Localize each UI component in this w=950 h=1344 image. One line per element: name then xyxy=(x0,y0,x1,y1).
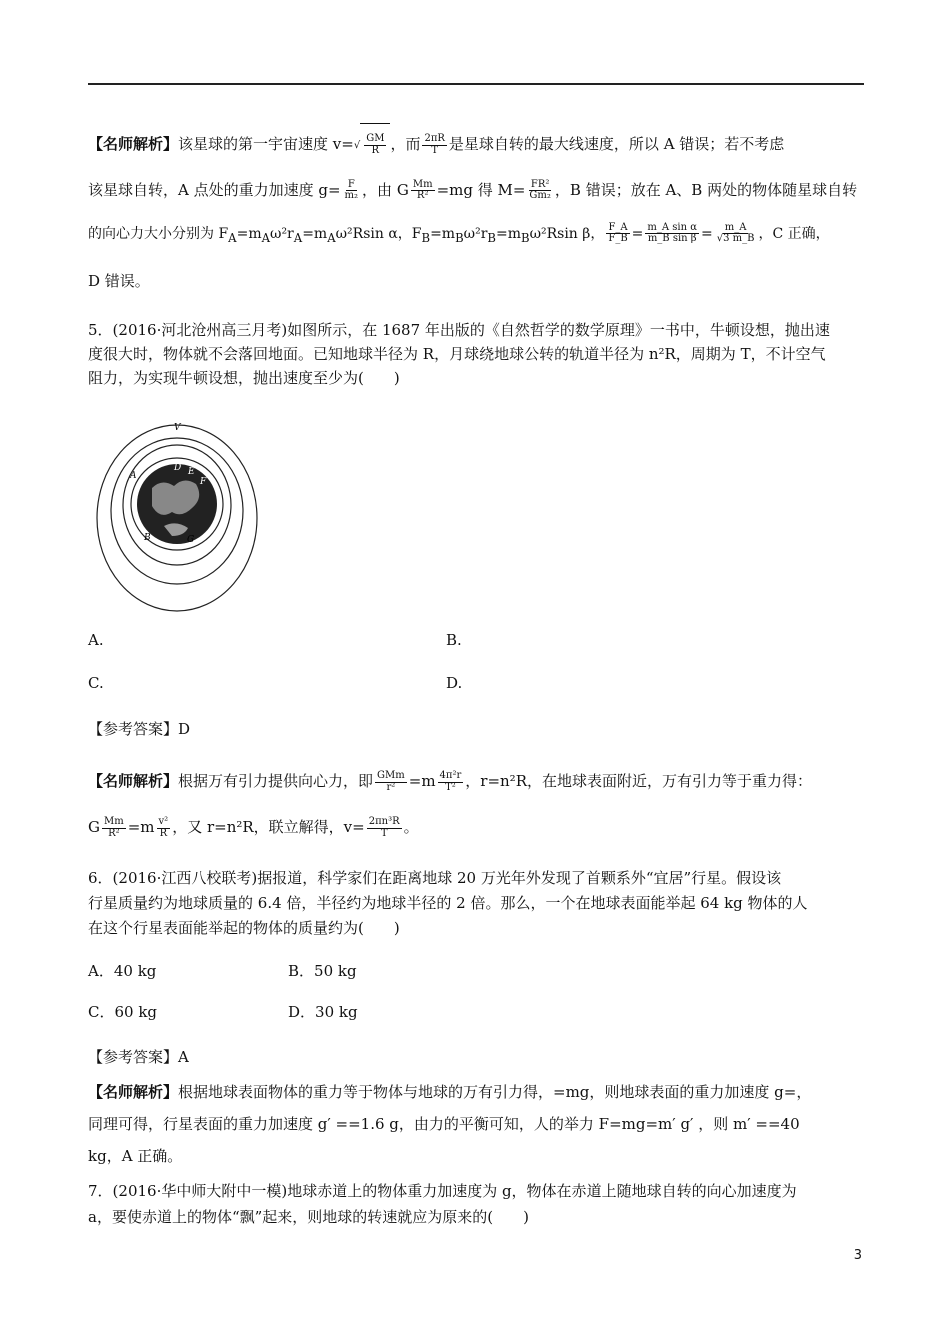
fraction: $\frac{\text{m\_A sin α}}{\text{m\_B sin β}}$ xyxy=(647,221,697,244)
q5-analysis xyxy=(88,758,868,850)
sqrt-gm-r: √ $\frac{GM}{R}$ xyxy=(354,123,391,168)
q6-option-b[interactable]: B．50 kg xyxy=(288,962,357,980)
q4-analysis xyxy=(88,122,868,303)
q7-stem: 7．(2016·华中师大附中一模)地球赤道上的物体重力加速度为 g，物体在赤道上随地球自转的向心加速度为 a，要使赤道上的物体“飘”起来，则地球的转速就应为原来的( ) xyxy=(88,1182,797,1226)
q5-analysis-line2: G $\frac{Mm}{\text{R²}}$ =m $\frac{\text{v²}}{R}$ ，又 r=n²R，联立解得，v= $\frac{\text{2πn³R}}{T}$ 。 xyxy=(88,816,419,839)
q6-analysis: 【名师解析】根据地球表面物体的重力等于物体与地球的万有引力得，=mg，则地球表面的重力加速度 g=， 同理可得，行星表面的重力加速度 g′ ==1.6 g，由力的平衡可知，人的举力 F=mg=m′ g′ ，则 m′ ==40 kg，A 正确。 xyxy=(88,1076,868,1172)
q6-option-c[interactable]: C．60 kg xyxy=(88,1003,158,1021)
page-number: 3 xyxy=(853,1248,862,1263)
figure-label-f: F xyxy=(200,477,207,487)
q4-analysis-line1: 【名师解析】该星球的第一宇宙速度 v=√ $\frac{GM}{R}$ ，而 $\frac{2\pi R}{T}$ 是星球自转的最大线速度，所以 A 错误；若不考虑 xyxy=(88,122,868,168)
q5-option-a[interactable]: A. xyxy=(88,631,104,649)
fraction: $\frac{m\_A}{√3 m\_B}$ xyxy=(716,221,755,244)
q4-analysis-line3: 的向心力大小分别为 $F_A=m_A\omega^2r_A=m_A\omega^2Rsin$ α，$F_B=m_B\omega^2r_B=m_B\omega^2Rsin$ β， $\frac{F\_A}{F\_B}$ = $\frac{\text{m\_A sin α}}{\text{m\_B sin β}}$ = $\frac{m\_A}{√3 m\_B}$ ，C 正确， xyxy=(88,221,830,245)
fraction: $\frac{F}{\text{m₂}}$ xyxy=(344,178,359,201)
q5-option-d[interactable]: D. xyxy=(446,674,463,692)
figure-label-e: E xyxy=(188,467,195,477)
fraction: $\frac{\text{FR²}}{\text{Gm₂}}$ xyxy=(529,178,551,201)
figure-label-d: D xyxy=(174,463,182,473)
q5-analysis-line1: 【名师解析】根据万有引力提供向心力，即 $\frac{\text{GMm}}{\text{r²}}$ =m $\frac{\text{4π²r}}{\text{T²}}$ ，r=n²R，在地球表面附近，万有引力等于重力得： xyxy=(88,770,812,793)
q6-answer: 【参考答案】A xyxy=(88,1048,189,1066)
q6-option-d[interactable]: D．30 kg xyxy=(288,1003,358,1021)
figure-label-b: B xyxy=(144,533,151,543)
q5-option-c[interactable]: C. xyxy=(88,674,104,692)
q6-stem: 6．(2016·江西八校联考)据报道，科学家们在距离地球 20 万光年外发现了首颗系外“宜居”行星。假设该 行星质量约为地球质量的 6.4 倍，半径约为地球半径的 2 倍。那么，一个在地球表面能举起 64 kg 物体的人 在这个行星表面能举起的物体的质量约为( ) xyxy=(88,869,808,937)
q5-answer: 【参考答案】D xyxy=(88,720,191,738)
fraction: $\frac{\text{v²}}{R}$ xyxy=(158,816,169,839)
figure-label-v: V xyxy=(174,423,181,433)
fraction: $\frac{F\_A}{F\_B}$ xyxy=(608,221,628,244)
fraction: $\frac{2\pi R}{T}$ xyxy=(424,133,445,156)
q6-analysis-line1: 【名师解析】根据地球表面物体的重力等于物体与地球的万有引力得，=mg，则地球表面的重力加速度 g=， xyxy=(88,1083,812,1101)
fraction: $\frac{\text{2πn³R}}{T}$ xyxy=(368,816,400,839)
fraction: $\frac{Mm}{\text{R²}}$ xyxy=(103,816,124,839)
figure-label-a: A xyxy=(130,471,137,481)
fraction: $\frac{\text{GMm}}{\text{r²}}$ xyxy=(377,770,405,793)
newton-cannon-figure xyxy=(92,408,262,613)
header-rule xyxy=(88,83,864,85)
q6-option-a[interactable]: A．40 kg xyxy=(88,962,157,980)
figure-label-g: G xyxy=(187,535,195,545)
fraction: $\frac{\text{4π²r}}{\text{T²}}$ xyxy=(439,770,462,793)
q4-analysis-line4: D 错误。 xyxy=(88,272,150,291)
q5-option-b[interactable]: B. xyxy=(446,631,462,649)
q5-stem: 5．(2016·河北沧州高三月考)如图所示，在 1687 年出版的《自然哲学的数学原理》一书中，牛顿设想，抛出速 度很大时，物体就不会落回地面。已知地球半径为 R，月球绕地球公转的轨道半径为 n²R，周期为 T，不计空气 阻力，为实现牛顿设想，抛出速度至少为( ) xyxy=(88,321,830,387)
q4-analysis-line2: 该星球自转，A 点处的重力加速度 g= $\frac{F}{\text{m₂}}$ ，由 G $\frac{Mm}{\text{R²}}$ =mg 得 M= $\frac{\text{FR²}}{\text{Gm₂}}$ ，B 错误；放在 A、B 两处的物体随星球自转 xyxy=(88,178,858,201)
fraction: $\frac{Mm}{\text{R²}}$ xyxy=(412,178,433,201)
